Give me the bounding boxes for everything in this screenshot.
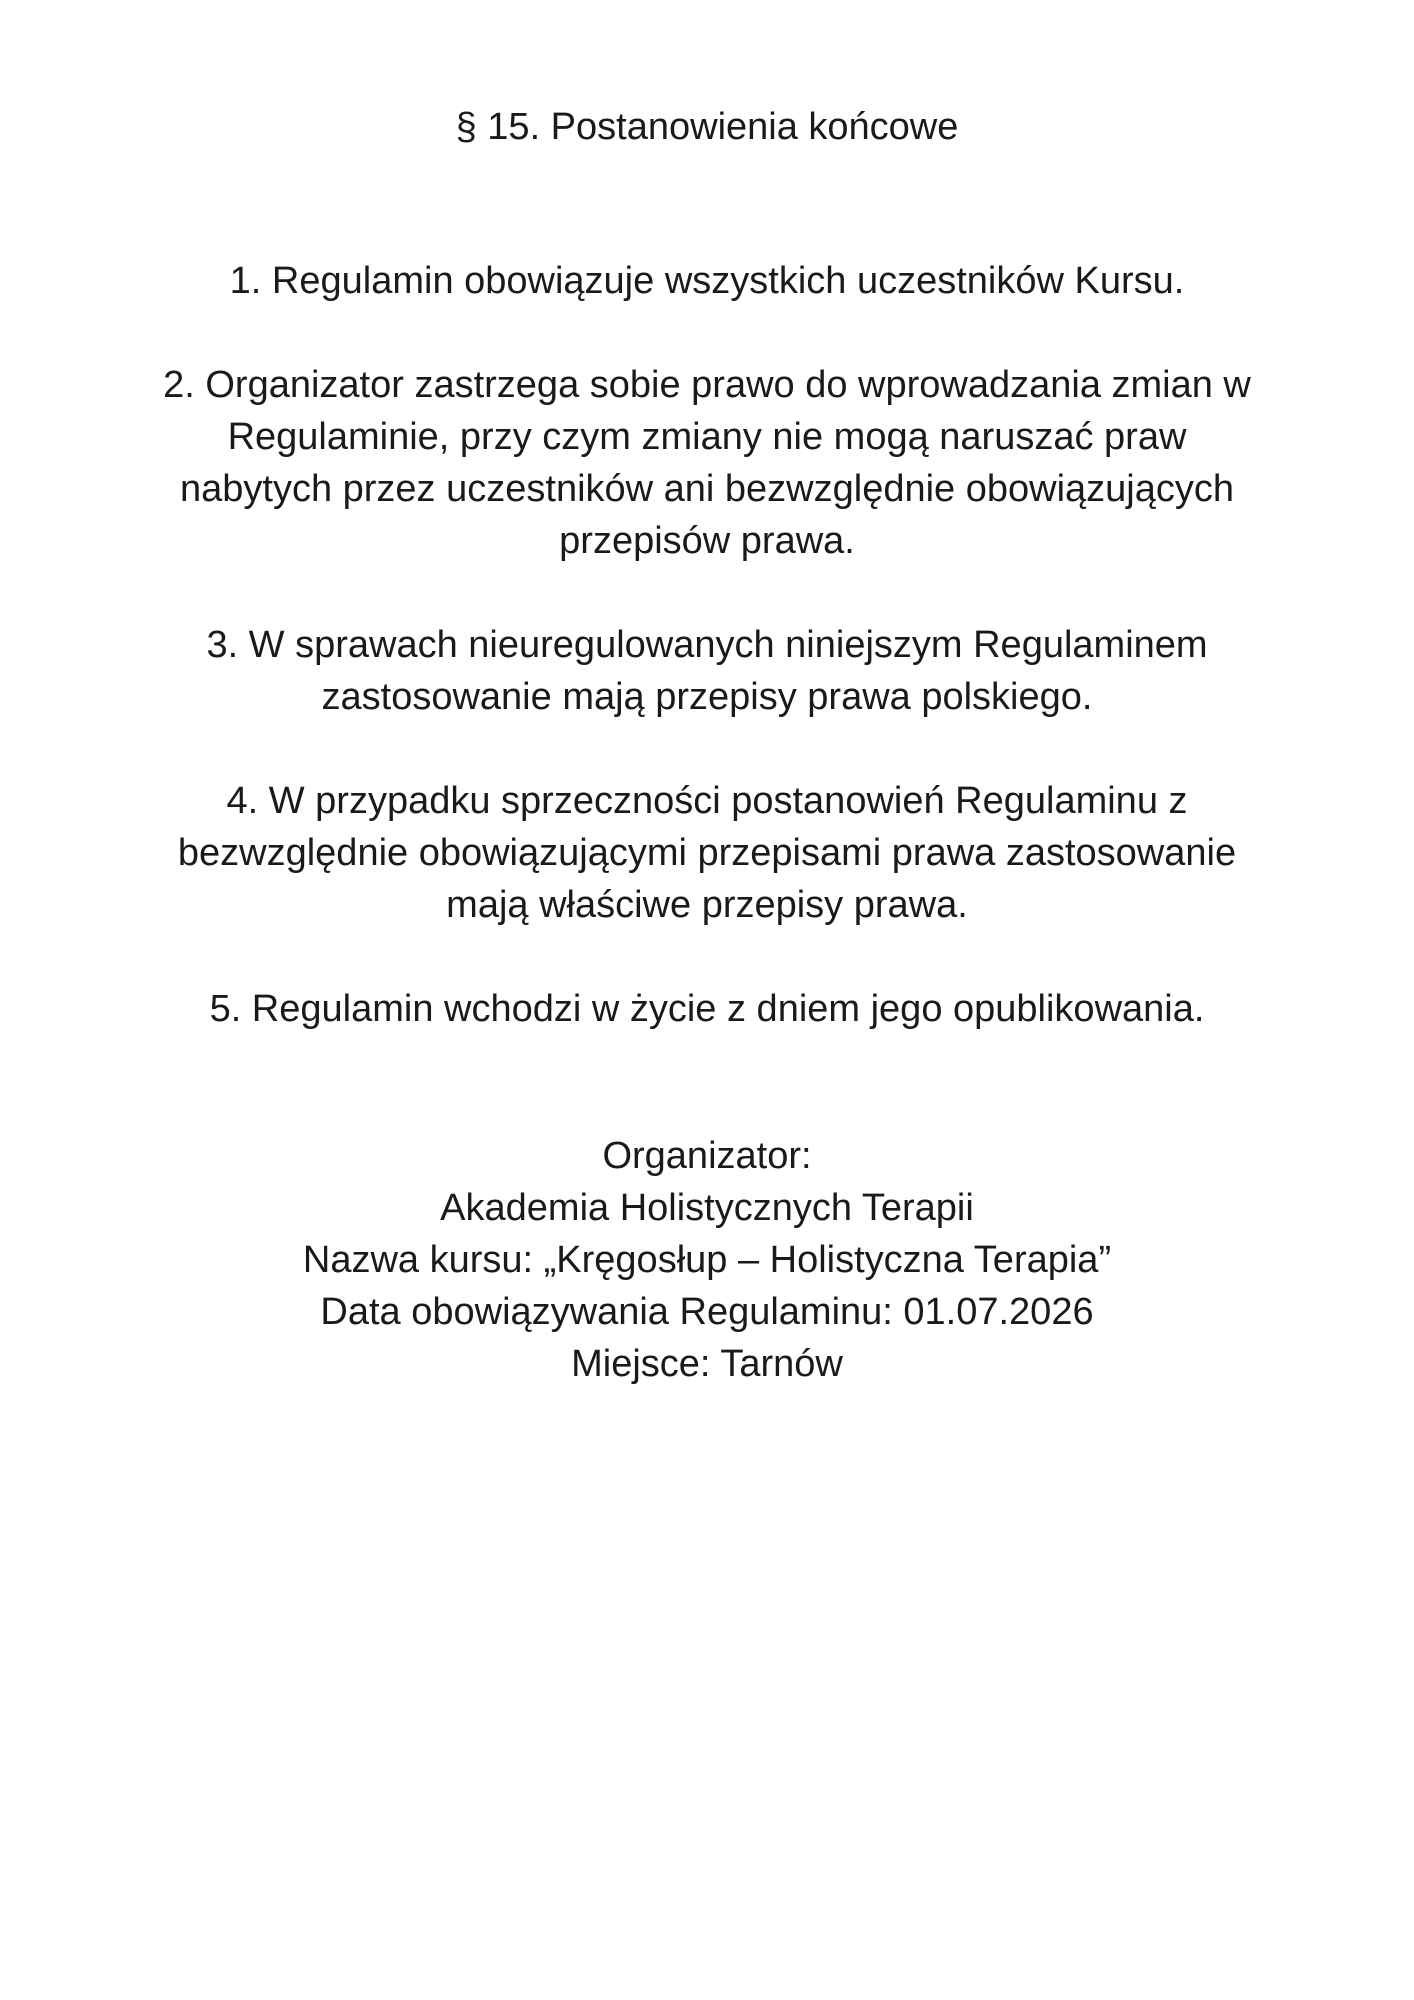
validity-date: Data obowiązywania Regulaminu: 01.07.2026: [320, 1291, 1094, 1333]
clause-1: 1. Regulamin obowiązuje wszystkich uczestników Kursu.: [229, 260, 1185, 302]
organizer-block: [0, 1130, 1414, 1390]
clause-5: 5. Regulamin wchodzi w życie z dniem jego opublikowania.: [209, 988, 1205, 1030]
clause-3: 3. W sprawach nieuregulowanych niniejszym Regulaminem zastosowanie mają przepisy prawa polskiego.: [206, 624, 1208, 718]
course-name: Nazwa kursu: „Kręgosłup – Holistyczna Terapia”: [302, 1239, 1112, 1281]
place: Miejsce: Tarnów: [571, 1343, 843, 1385]
clause-4: 4. W przypadku sprzeczności postanowień Regulaminu z bezwzględnie obowiązującymi przepisami prawa zastosowanie mają właściwe przepisy prawa.: [177, 780, 1237, 926]
organizer-name: Akademia Holistycznych Terapii: [440, 1187, 974, 1229]
organizer-label: Organizator:: [602, 1135, 812, 1177]
clause-list: [157, 255, 1257, 1087]
clause-2: 2. Organizator zastrzega sobie prawo do wprowadzania zmian w Regulaminie, przy czym zmiany nie mogą naruszać praw nabytych przez uczestników ani bezwzględnie obowiązujących przepisów prawa.: [163, 364, 1251, 562]
section-title: § 15. Postanowienia końcowe: [455, 106, 959, 148]
